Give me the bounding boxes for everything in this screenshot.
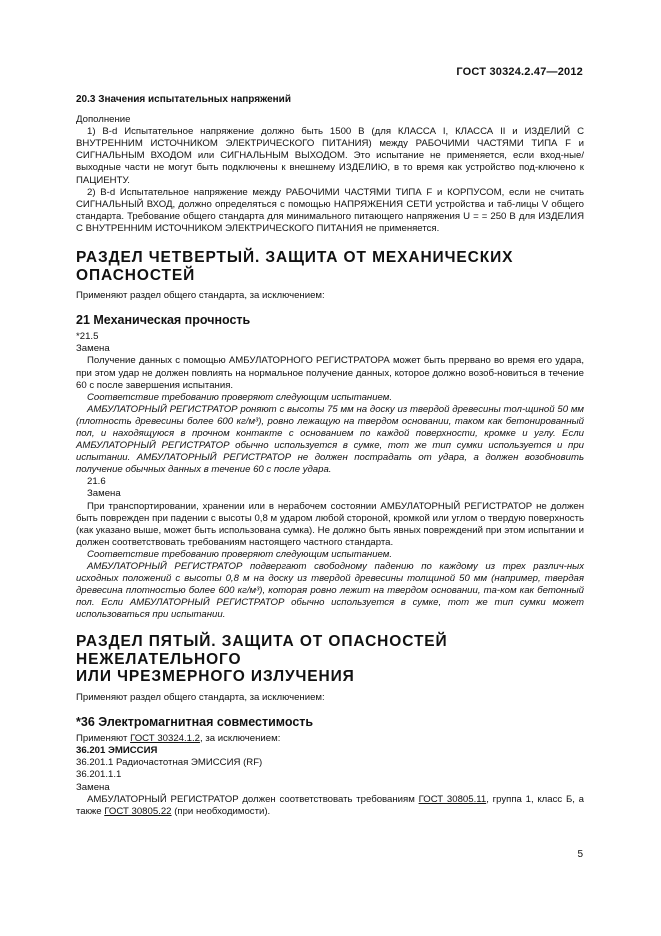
clause-36-201-emission: 36.201 ЭМИССИЯ — [76, 745, 158, 757]
section-four-title-line-1: РАЗДЕЛ ЧЕТВЕРТЫЙ. ЗАЩИТА ОТ МЕХАНИЧЕСКИХ — [76, 249, 514, 267]
section-four-title-line-2: ОПАСНОСТЕЙ — [76, 266, 196, 284]
clause-36-text-middle: , группа 1, класс Б, а также — [76, 793, 584, 817]
addition-label: Дополнение — [76, 114, 131, 126]
section-five-title-line-2: ИЛИ ЧРЕЗМЕРНОГО ИЗЛУЧЕНИЯ — [76, 668, 355, 686]
clause-20-3-heading: 20.3 Значения испытательных напряжений — [76, 94, 291, 105]
clause-21-5-test: АМБУЛАТОРНЫЙ РЕГИСТРАТОР роняют с высоты 75 мм на доску из твердой древесины тол-щиной 50 мм (плотность древесины более 600 кг/м³), ровно лежащую на твердом основании, таком как бетонированный пол, и находящуюся в прочном контакте с основанием по каждой поверхности, кромке и углу. Если АМБУЛАТОРНЫЙ РЕГИСТРАТОР обычно используется в сумке, тот же тип сумки используется и при испытании. АМБУЛАТОРНЫЙ РЕГИСТРАТОР не должен пострадать от удара, а должен возобновить получение обычных данных в течение 60 с после удара. — [76, 403, 584, 476]
clause-21-5-replace: Замена — [76, 343, 110, 355]
clause-20-3-paragraph-1: 1) B-d Испытательное напряжение должно быть 1500 В (для КЛАССА I, КЛАССА II и ИЗДЕЛИЙ С ВНУТРЕННИМ ИСТОЧНИКОМ ЭЛЕКТРИЧЕСКОГО ПИТАНИЯ) между РАБОЧИМИ ЧАСТЯМИ ТИПА F и СИГНАЛЬНЫМ ВХОДОМ или СИГНАЛЬНЫМ ВЫХОДОМ. Это испытание не применяется, если вход-ные/выходные части не могут быть подключены к внешнему ИЗДЕЛИЮ, в то время как устройство под-ключено к ПАЦИЕНТУ. — [76, 126, 584, 186]
clause-36-apply-prefix: Применяют — [76, 733, 131, 745]
page-number: 5 — [577, 849, 583, 860]
clause-21-heading: 21 Механическая прочность — [76, 313, 251, 328]
clause-36-apply-suffix: , за исключением: — [200, 733, 281, 745]
clause-36-heading: *36 Электромагнитная совместимость — [76, 715, 314, 730]
section-five-title-line-1: РАЗДЕЛ ПЯТЫЙ. ЗАЩИТА ОТ ОПАСНОСТЕЙ НЕЖЕЛАТЕЛЬНОГО — [76, 633, 448, 668]
clause-20-3-paragraph-2: 2) B-d Испытательное напряжение между РАБОЧИМИ ЧАСТЯМИ ТИПА F и КОРПУСОМ, если не считать СИГНАЛЬНЫЙ ВХОД, должно определяться с помощью НАПРЯЖЕНИЯ СЕТИ устройства и таб-лицы V общего стандарта. Требование общего стандарта для минимального питающего напряжения U = = 250 В для ИЗДЕЛИЯ С ВНУТРЕННИМ ИСТОЧНИКОМ ЭЛЕКТРИЧЕСКОГО ПИТАНИЯ не применяется. — [76, 186, 584, 234]
clause-36-text-suffix: (при необходимости). — [171, 805, 271, 817]
clause-36-apply — [76, 733, 584, 745]
clause-21-5-text: Получение данных с помощью АМБУЛАТОРНОГО РЕГИСТРАТОРА может быть прервано во время его удара, при этом удар не должен повлиять на нормальное получение данных, которое должно возоб-новиться в течение 60 с после завершения испытания. — [76, 355, 584, 391]
clause-21-6-test: АМБУЛАТОРНЫЙ РЕГИСТРАТОР подвергают свободному падению по каждому из трех различ-ных исходных положений с высоты 0,8 м на доску из твердой древесины толщиной 50 мм (например, твердая древесина плотностью более 600 кг/м³), которая ровно лежит на твердом основании, та-ком как бетонный пол. Если АМБУЛАТОРНЫЙ РЕГИСТРАТОР обычно используется в сумке, тот же тип сумки может использоваться при испытании. — [76, 561, 584, 621]
section-four-intro: Применяют раздел общего стандарта, за исключением: — [76, 290, 325, 302]
section-four-title — [76, 249, 584, 284]
clause-21-5-compliance: Соответствие требованию проверяют следующим испытанием. — [87, 391, 393, 403]
clause-36-201-1-rf: 36.201.1 Радиочастотная ЭМИССИЯ (RF) — [76, 757, 263, 769]
clause-36-201-1-1-number: 36.201.1.1 — [76, 769, 122, 781]
gost-30805-22-link[interactable]: ГОСТ 30805.22 — [104, 805, 172, 817]
standard-number: ГОСТ 30324.2.47—2012 — [456, 66, 583, 78]
clause-36-replace: Замена — [76, 781, 110, 793]
section-five-intro: Применяют раздел общего стандарта, за исключением: — [76, 691, 325, 703]
clause-21-6-text: При транспортировании, хранении или в нерабочем состоянии АМБУЛАТОРНЫЙ РЕГИСТРАТОР не должен быть поврежден при падении с высоты 0,8 м ударом любой стороной, кромкой или углом о твердую поверхность (как указано выше, может быть использована сумка). Не должно быть явных повреждений при этом испытании и должен соответствовать требованиям настоящего частного стандарта. — [76, 500, 584, 548]
clause-36-requirement — [76, 794, 584, 818]
clause-21-6-number: 21.6 — [87, 476, 106, 488]
page-content — [76, 94, 584, 818]
clause-21-6-compliance: Соответствие требованию проверяют следующим испытанием. — [87, 548, 393, 560]
gost-30324-1-2-link[interactable]: ГОСТ 30324.1.2 — [130, 733, 200, 745]
gost-30805-11-link[interactable]: ГОСТ 30805.11 — [418, 793, 487, 805]
clause-21-6-replace: Замена — [87, 488, 121, 500]
clause-36-text-prefix: АМБУЛАТОРНЫЙ РЕГИСТРАТОР должен соответствовать требованиям — [87, 793, 419, 805]
section-five-title — [76, 633, 584, 686]
clause-21-5-number: *21.5 — [76, 331, 99, 343]
